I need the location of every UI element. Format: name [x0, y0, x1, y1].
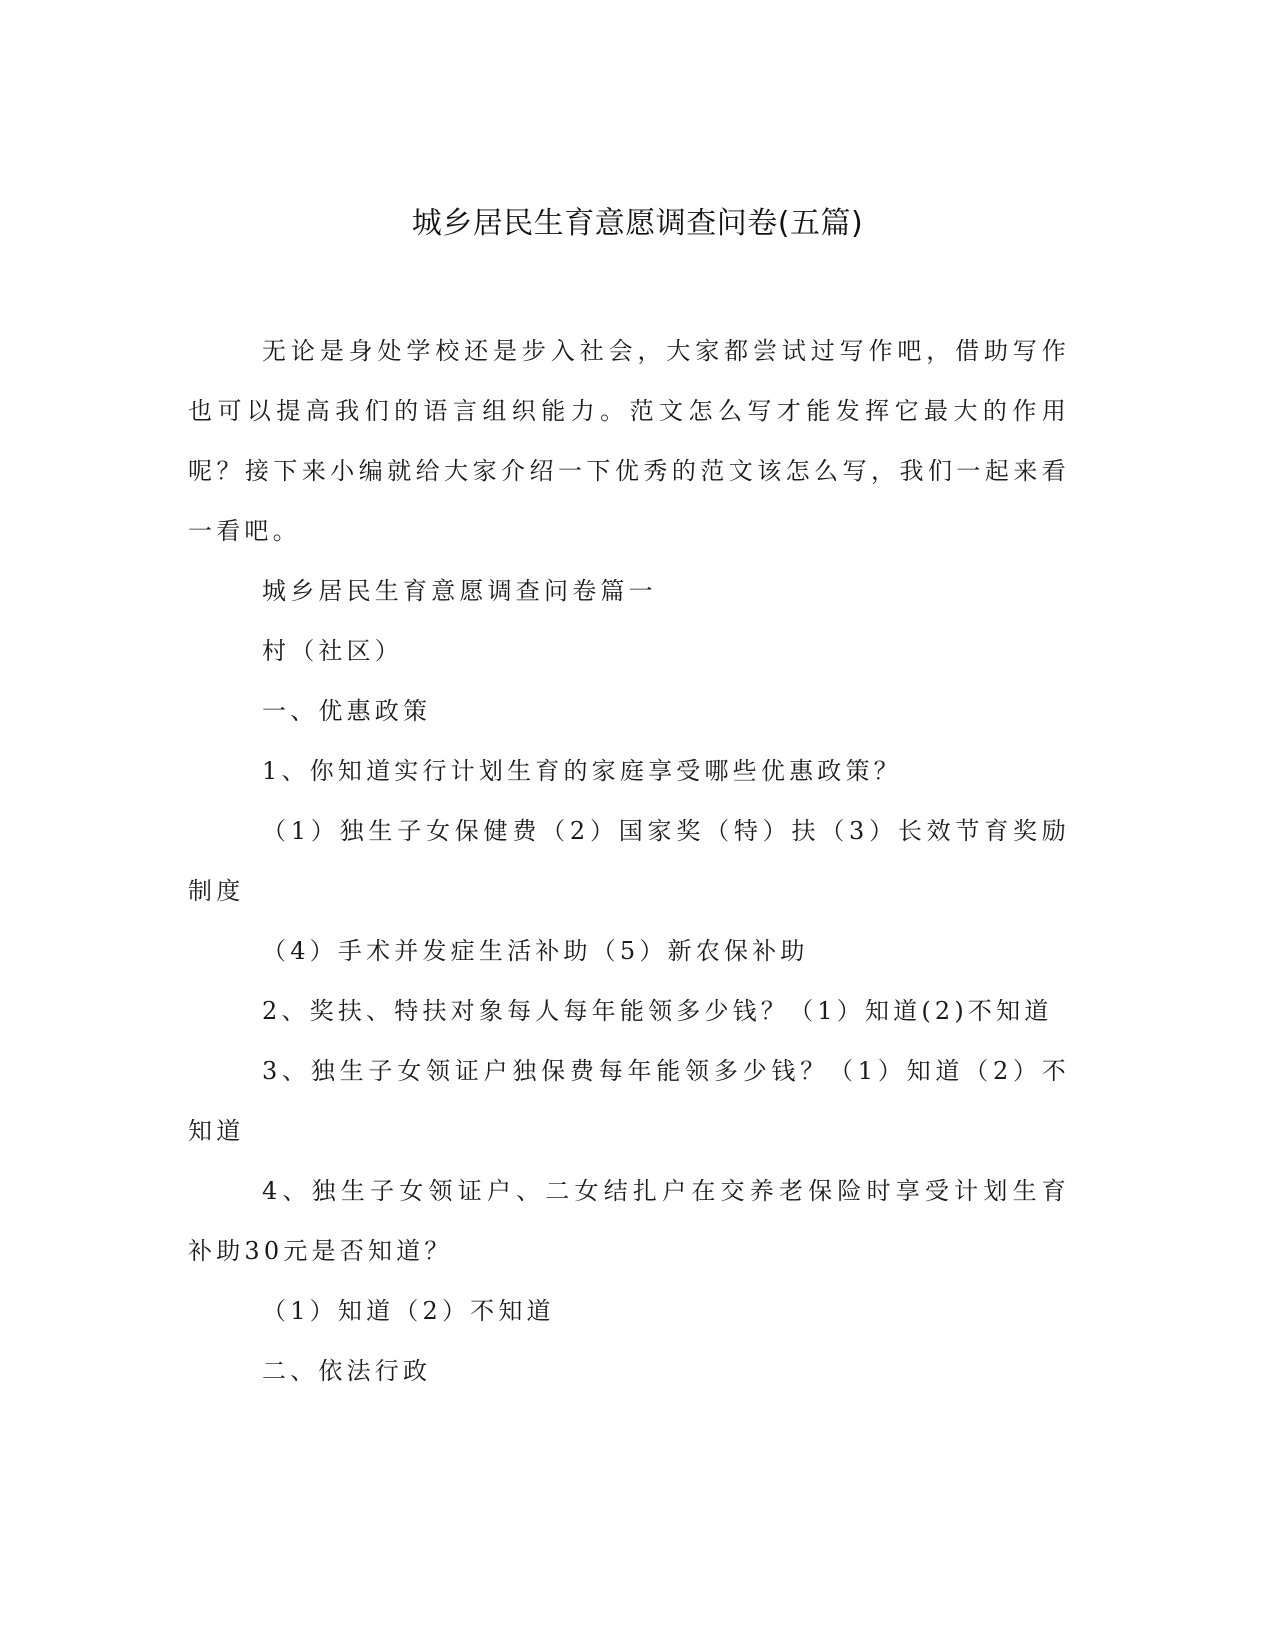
- village-community-line: 村（社区）: [262, 637, 403, 665]
- question-1-options-b: （4）手术并发症生活补助（5）新农保补助: [262, 937, 809, 965]
- question-2: 2、奖扶、特扶对象每人每年能领多少钱？（1）知道(2)不知道: [262, 997, 1053, 1025]
- section-heading-preferential-policies: 一、优惠政策: [262, 697, 432, 725]
- section-heading-administration-by-law: 二、依法行政: [262, 1357, 432, 1385]
- question-4-options: （1）知道（2）不知道: [262, 1297, 555, 1325]
- section-heading-part-one: 城乡居民生育意愿调查问卷篇一: [262, 577, 657, 605]
- question-1-options-a: （1）独生子女保健费（2）国家奖（特）扶（3）长效节育奖励制度: [188, 817, 1070, 905]
- intro-paragraph: 无论是身处学校还是步入社会，大家都尝试过写作吧，借助写作也可以提高我们的语言组织能力。范文怎么写才能发挥它最大的作用呢？接下来小编就给大家介绍一下优秀的范文该怎么写，我们一起来看一看吧。: [188, 337, 1070, 545]
- document-title: 城乡居民生育意愿调查问卷(五篇): [411, 206, 864, 241]
- question-4: 4、独生子女领证户、二女结扎户在交养老保险时享受计划生育补助30元是否知道？: [188, 1177, 1070, 1265]
- document-body: [188, 321, 1070, 1401]
- question-1: 1、你知道实行计划生育的家庭享受哪些优惠政策？: [262, 757, 902, 785]
- question-3: 3、独生子女领证户独保费每年能领多少钱？（1）知道（2）不知道: [188, 1057, 1070, 1145]
